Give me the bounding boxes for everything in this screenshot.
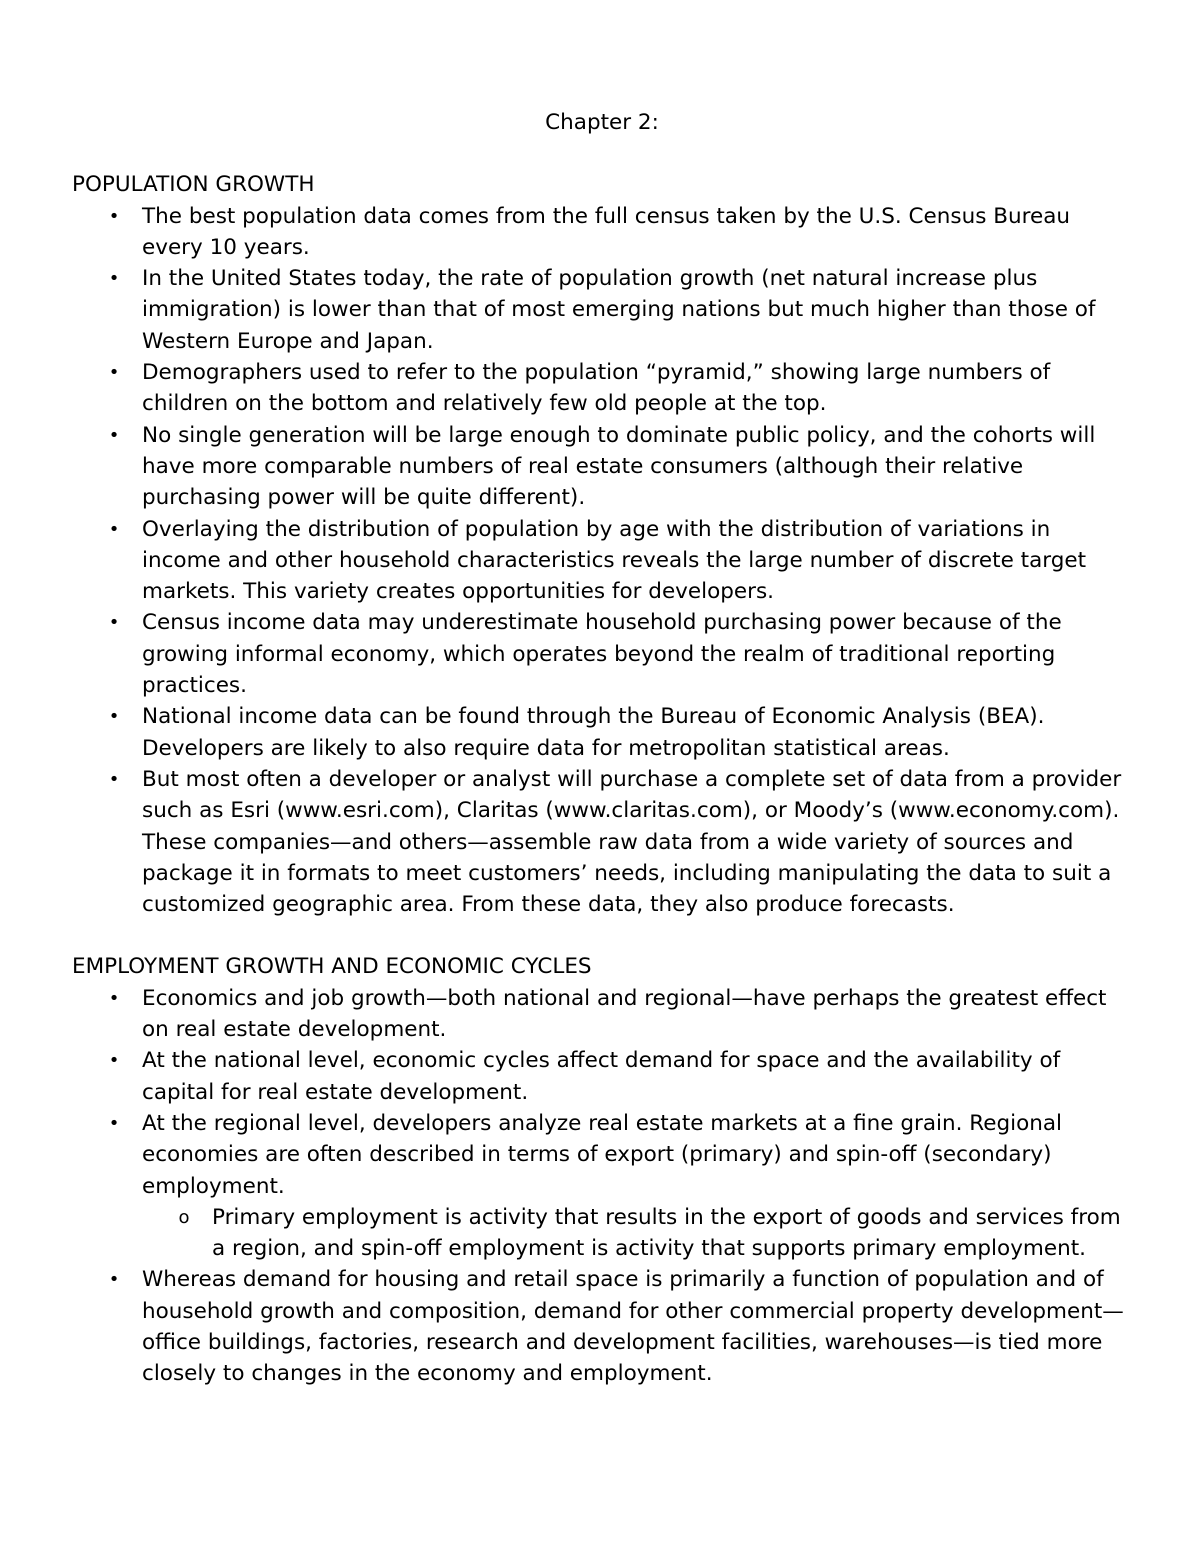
list-item-text: But most often a developer or analyst will purchase a complete set of data from a provider such as Esri (www.esri.com), Claritas (www.claritas.com), or Moody’s (www.economy.com). These companies—and others—assemble raw data from a wide variety of sources and package it in formats to meet customers’ needs, including manipulating the data to suit a customized geographic area. From these data, they also produce forecasts. [142,766,1122,918]
document-page [72,105,1132,1390]
bullet-icon: • [108,706,120,728]
list-item [72,607,1132,701]
bullet-list [72,201,1132,921]
chapter-title: Chapter 2: [545,110,659,135]
list-item [72,764,1132,920]
list-item [72,701,1132,764]
bullet-icon: • [108,1112,120,1134]
list-item [72,514,1132,608]
list-item-text: No single generation will be large enough to dominate public policy, and the cohorts will have more comparable numbers of real estate consumers (although their relative purchasing power will be quite different). [142,422,1096,511]
sub-list-item [142,1202,1132,1265]
bullet-icon: • [108,205,120,227]
bullet-icon: • [108,768,120,790]
list-item-text: Economics and job growth—both national and regional—have perhaps the greatest effect on real estate development. [142,985,1107,1043]
section-employment-growth [72,951,1132,1389]
list-item-text: Whereas demand for housing and retail space is primarily a function of population and of household growth and composition, demand for other commercial property development—office buildings, factories, research and development facilities, warehouses—is tied more closely to changes in the economy and employment. [142,1267,1124,1387]
circle-bullet-icon: o [178,1206,190,1228]
bullet-icon: • [108,268,120,290]
section-heading: POPULATION GROWTH [72,172,315,198]
bullet-icon: • [108,518,120,540]
list-item [72,420,1132,514]
list-item [72,1264,1132,1389]
list-item [72,263,1132,357]
list-item-text: At the regional level, developers analyze real estate markets at a fine grain. Regional economies are often described in terms of export (primary) and spin-off (secondary) employment. [142,1110,1063,1199]
bullet-icon: • [108,987,120,1009]
list-item [72,1045,1132,1108]
bullet-icon: • [108,1050,120,1072]
list-item [72,201,1132,264]
section-population-growth [72,169,1132,920]
bullet-icon: • [108,1269,120,1291]
section-heading: EMPLOYMENT GROWTH AND ECONOMIC CYCLES [72,954,592,980]
list-item-text: Overlaying the distribution of population by age with the distribution of variations in income and other household characteristics reveals the large number of discrete target markets. This variety creates opportunities for developers. [142,516,1087,605]
sub-list-item-text: Primary employment is activity that results in the export of goods and services from a region, and spin-off employment is activity that supports primary employment. [212,1204,1121,1262]
bullet-list [72,983,1132,1390]
list-item-text: In the United States today, the rate of population growth (net natural increase plus immigration) is lower than that of most emerging nations but much higher than those of Western Europe and Japan. [142,266,1096,354]
list-item [72,983,1132,1046]
sub-bullet-list [142,1202,1132,1265]
list-item-text: Census income data may underestimate household purchasing power because of the growing informal economy, which operates beyond the realm of traditional reporting practices. [142,610,1062,699]
bullet-icon: • [108,612,120,634]
list-item [72,1108,1132,1264]
bullet-icon: • [108,424,120,446]
bullet-icon: • [108,362,120,384]
list-item-text: National income data can be found through the Bureau of Economic Analysis (BEA). Developers are likely to also require data for metropolitan statistical areas. [142,704,1045,761]
list-item [72,357,1132,420]
list-item-text: Demographers used to refer to the population “pyramid,” showing large numbers of children on the bottom and relatively few old people at the top. [142,360,1051,417]
list-item-text: The best population data comes from the full census taken by the U.S. Census Bureau every 10 years. [142,203,1071,260]
list-item-text: At the national level, economic cycles affect demand for space and the availability of capital for real estate development. [142,1048,1061,1105]
